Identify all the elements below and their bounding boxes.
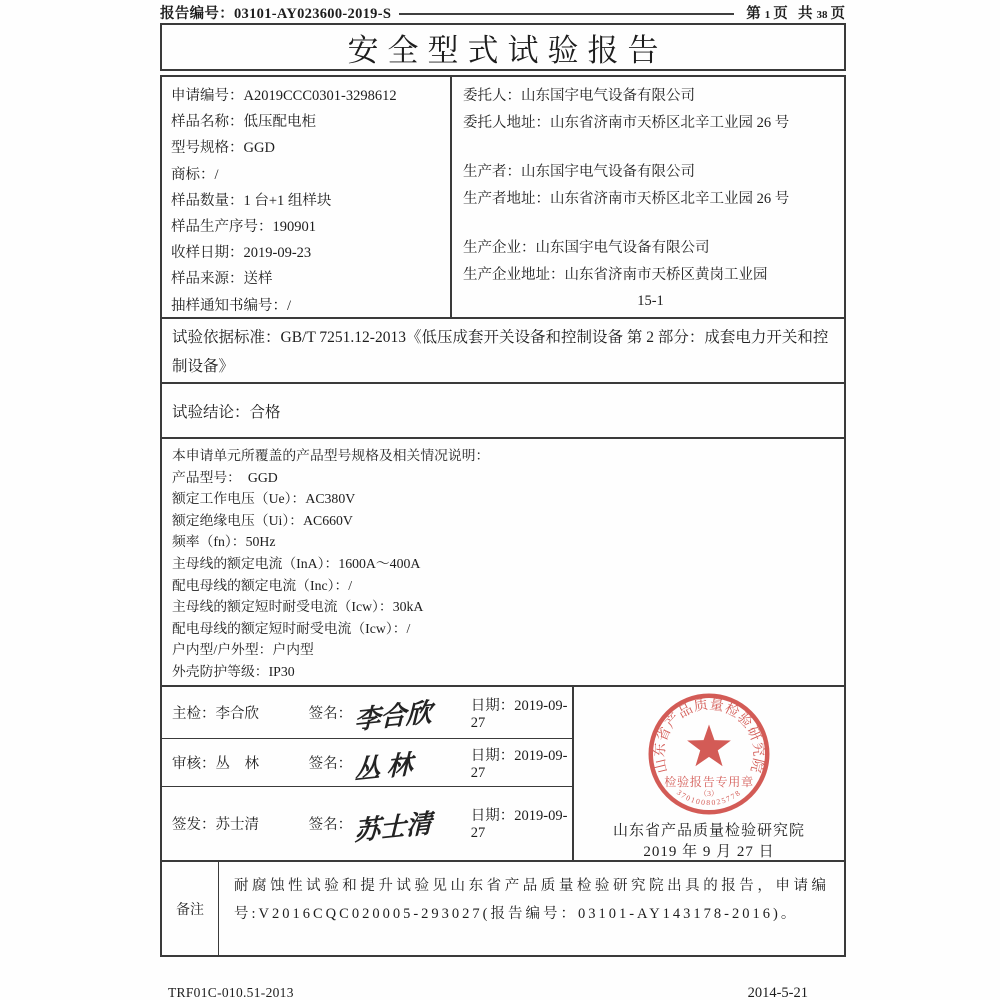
producer-group	[463, 159, 838, 212]
coverage-heading: 本申请单元所覆盖的产品型号规格及相关情况说明：	[172, 448, 490, 463]
signer-role: 审核：	[172, 756, 216, 773]
signer-role: 主检：	[172, 706, 216, 723]
page-word: 页	[773, 6, 789, 22]
seal-sub-number: （3）	[699, 789, 719, 799]
page-footer	[160, 985, 846, 1000]
info-line: 申请编号：A2019CCC0301-3298612	[171, 88, 397, 104]
report-number-label: 报告编号：	[160, 6, 234, 22]
remark-label: 备注	[162, 862, 219, 955]
title-box	[160, 23, 846, 71]
date-label: 日期：	[470, 808, 515, 825]
signer-role: 签发：	[172, 816, 216, 833]
info-line: 收样日期：2019-09-23	[171, 245, 312, 262]
page-indicator	[746, 2, 846, 23]
spec-line: 配电母线的额定电流（Inc）：/	[172, 577, 353, 593]
signature-date	[471, 804, 572, 842]
star-icon	[687, 725, 731, 767]
spec-line: 外壳防护等级：IP30	[172, 663, 295, 679]
report-number-value: 03101-AY023600-2019-S	[234, 6, 392, 22]
sample-info-column	[162, 77, 452, 317]
signer-name: 苏士清	[215, 816, 259, 833]
spec-line: 额定绝缘电压（Ui）：AC660V	[172, 512, 353, 528]
seal-serial-number: 3701008025778	[675, 787, 743, 808]
info-line: 样品来源：送样	[171, 271, 273, 288]
report-document	[160, 0, 846, 1000]
info-line: 抽样通知书编号：/	[171, 297, 292, 314]
info-line: 委托人：山东国宇电气设备有限公司	[463, 88, 695, 104]
section-coverage	[162, 437, 844, 685]
manufacturer-group	[463, 235, 838, 315]
report-number-underline	[399, 2, 734, 15]
handwritten-signature: 李合欣	[354, 698, 433, 736]
info-line: 样品生产序号：190901	[171, 219, 316, 236]
info-line: 委托人地址：山东省济南市天桥区北辛工业园 26 号	[463, 114, 790, 131]
remark-text: 耐腐蚀性试验和提升试验见山东省产品质量检验研究院出具的报告，申请编号:V2016CQC020005-293027(报告编号：03101-AY143178-2016)。	[234, 878, 829, 922]
report-number	[160, 2, 391, 23]
spec-line: 额定工作电压（Ue）：AC380V	[172, 491, 356, 507]
spec-line: 频率（fn）：50Hz	[172, 534, 276, 550]
official-seal-icon	[645, 690, 773, 818]
signature-row-inspector	[162, 687, 572, 738]
total-pages: 38	[816, 9, 828, 21]
test-standard-text: 试验依据标准：GB/T 7251.12-2013《低压成套开关设备和控制设备 第 2 部分：成套电力开关和控制设备》	[172, 329, 829, 375]
spec-line: 产品型号： GGD	[172, 469, 278, 485]
info-line: 生产者地址：山东省济南市天桥区北辛工业园 26 号	[463, 190, 790, 207]
info-line: 商标：/	[171, 166, 219, 183]
signer	[172, 752, 309, 773]
signature-date	[471, 744, 572, 782]
signature-label: 签名：	[308, 816, 353, 833]
test-conclusion-text: 试验结论：合格	[172, 403, 281, 421]
signature-rows	[162, 687, 574, 860]
page-number: 1	[764, 9, 771, 21]
stamp-org-name: 山东省产品质量检验研究院	[612, 823, 805, 839]
date-label: 日期：	[470, 747, 515, 764]
handwritten-signature: 苏士清	[354, 808, 433, 847]
section-sample-info	[162, 77, 844, 317]
page-word: 第	[746, 6, 762, 22]
page-header	[160, 0, 846, 20]
section-signatures	[162, 685, 844, 860]
stamp-cell	[574, 687, 844, 860]
client-group	[463, 83, 838, 136]
report-table	[160, 75, 846, 957]
date-value: 2019-09-27	[470, 808, 568, 842]
signature-date	[471, 694, 572, 732]
info-line: 样品名称：低压配电柜	[171, 114, 316, 131]
info-line: 生产企业地址：山东省济南市天桥区黄岗工业园	[463, 266, 768, 283]
signature-row-issuer	[162, 786, 572, 860]
spec-line: 主母线的额定短时耐受电流（Icw）：30kA	[172, 599, 424, 615]
signer-name: 丛 林	[215, 756, 259, 773]
form-date: 2014-5-21	[747, 985, 808, 1000]
spec-line: 配电母线的额定短时耐受电流（Icw）：/	[172, 620, 411, 636]
seal-org-arc-text: 山东省产品质量检验研究院	[651, 696, 767, 775]
signature-row-reviewer	[162, 738, 572, 785]
date-label: 日期：	[470, 697, 515, 714]
info-line: 生产者：山东国宇电气设备有限公司	[463, 164, 695, 180]
spec-line: 户内型/户外型：户内型	[172, 642, 314, 658]
info-line: 生产企业：山东国宇电气设备有限公司	[463, 240, 710, 256]
signature-label: 签名：	[308, 756, 353, 773]
section-test-conclusion	[162, 382, 844, 437]
info-line: 样品数量：1 台+1 组样块	[171, 192, 332, 209]
section-remark	[162, 860, 844, 955]
date-value: 2019-09-27	[470, 747, 568, 781]
page-word: 页	[830, 6, 846, 22]
page-title: 安全型式试验报告	[347, 32, 668, 68]
seal-center-text: 检验报告专用章	[664, 775, 754, 789]
info-line: 15-1	[637, 293, 664, 309]
party-info-column	[452, 77, 844, 317]
signer-name: 李合欣	[215, 706, 259, 723]
signature-label: 签名：	[308, 706, 353, 723]
section-test-standard	[162, 317, 844, 382]
spec-line: 主母线的额定电流（InA）：1600A～400A	[172, 555, 421, 571]
signer	[172, 813, 309, 834]
form-code: TRF01C-010.51-2013	[168, 985, 294, 1000]
total-word: 共	[798, 6, 814, 22]
signer	[172, 702, 309, 723]
date-value: 2019-09-27	[470, 697, 568, 731]
info-line: 型号规格：GGD	[171, 140, 275, 157]
handwritten-signature: 丛 林	[354, 750, 413, 786]
stamp-date: 2019 年 9 月 27 日	[643, 844, 775, 860]
